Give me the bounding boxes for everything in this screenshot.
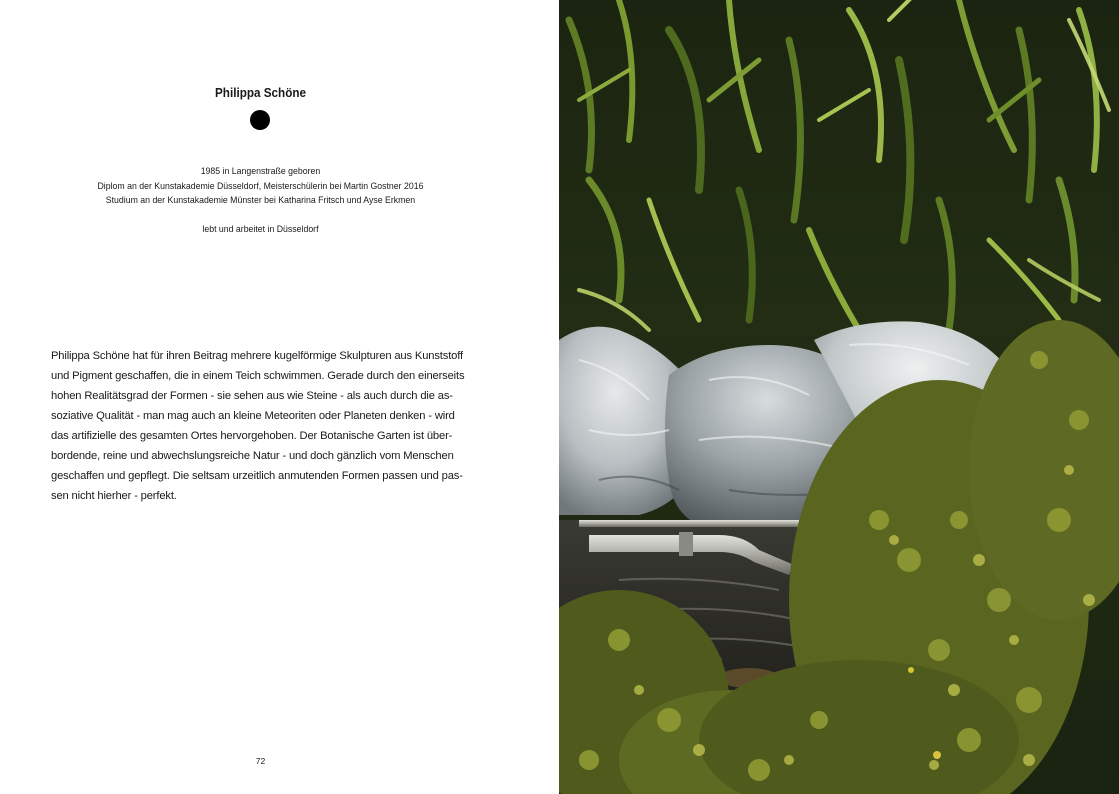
- bio-line: Diplom an der Kunstakademie Düsseldorf, Meisterschülerin bei Martin Gostner 2016: [97, 180, 424, 192]
- description-line: das artifizielle des gesamten Ortes hervorgehoben. Der Botanische Garten ist über-: [51, 430, 453, 442]
- black-dot-icon: [250, 110, 270, 130]
- artist-name: Philippa Schöne: [214, 85, 307, 100]
- artist-bio: [21, 165, 500, 237]
- artwork-description: [51, 346, 472, 506]
- page-number: 72: [255, 756, 266, 766]
- bio-line: Studium an der Kunstakademie Münster bei Katharina Fritsch und Ayse Erkmen: [105, 195, 416, 206]
- description-line: geschaffen und gepflegt. Die seltsam urzeitlich anmutenden Formen passen und pas-: [51, 470, 463, 482]
- residence-line: lebt und arbeitet in Düsseldorf: [202, 223, 319, 235]
- description-line: bordende, reine und abwechslungsreiche Natur - und doch gänzlich vom Menschen: [51, 450, 454, 462]
- description-line: hohen Realitätsgrad der Formen - sie sehen aus wie Steine - als auch durch die as-: [51, 390, 453, 402]
- artwork-photo: [559, 0, 1119, 794]
- description-line: sen nicht hierher - perfekt.: [51, 490, 177, 502]
- description-line: und Pigment geschaffen, die in einem Teich schwimmen. Gerade durch den einerseits: [51, 370, 465, 382]
- description-line: Philippa Schöne hat für ihren Beitrag mehrere kugelförmige Skulpturen aus Kunststoff: [51, 350, 463, 362]
- description-line: soziative Qualität - man mag auch an kleine Meteoriten oder Planeten denken - wird: [51, 410, 455, 422]
- bio-line: 1985 in Langenstraße geboren: [200, 166, 321, 177]
- left-page: [0, 0, 559, 794]
